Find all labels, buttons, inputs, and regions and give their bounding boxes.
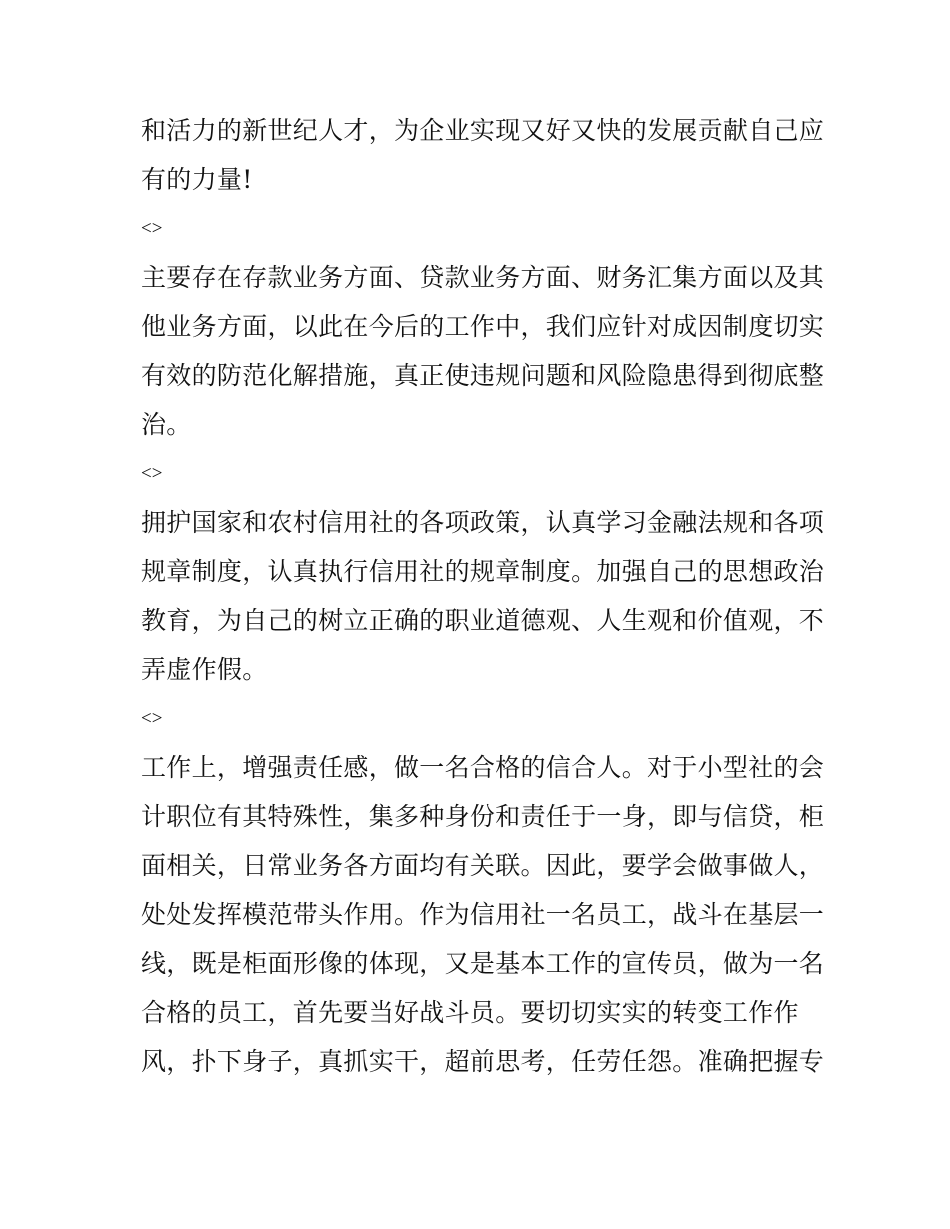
- text-line: 面相关，日常业务各方面均有关联。因此，要学会做事做人，: [141, 851, 825, 880]
- text-line: 合格的员工，首先要当好战斗员。要切切实实的转变工作作: [141, 998, 799, 1027]
- separator-marker: <>: [141, 218, 163, 239]
- text-line: 和活力的新世纪人才，为企业实现又好又快的发展贡献自己应: [141, 116, 825, 145]
- paragraph-2: [141, 253, 825, 449]
- document-body: [141, 106, 825, 1086]
- text-line: 有效的防范化解措施，真正使违规问题和风险隐患得到彻底整: [141, 361, 825, 390]
- separator-marker: <>: [141, 463, 163, 484]
- text-line: 计职位有其特殊性，集多种身份和责任于一身，即与信贷，柜: [141, 802, 825, 831]
- text-line: 工作上，增强责任感，做一名合格的信合人。对于小型社的会: [141, 753, 825, 782]
- paragraph-3: [141, 498, 825, 694]
- text-line: 有的力量!: [141, 165, 253, 194]
- text-line: 治。: [141, 410, 192, 439]
- text-line: 主要存在存款业务方面、贷款业务方面、财务汇集方面以及其: [141, 263, 825, 292]
- separator-marker: <>: [141, 708, 163, 729]
- text-line: 教育，为自己的树立正确的职业道德观、人生观和价值观，不: [141, 606, 825, 635]
- text-line: 拥护国家和农村信用社的各项政策，认真学习金融法规和各项: [141, 508, 825, 537]
- text-line: 规章制度，认真执行信用社的规章制度。加强自己的思想政治: [141, 557, 825, 586]
- paragraph-1: [141, 106, 825, 204]
- text-line: 他业务方面，以此在今后的工作中，我们应针对成因制度切实: [141, 312, 825, 341]
- text-line: 弄虚作假。: [141, 655, 268, 684]
- text-line: 风，扑下身子，真抓实干，超前思考，任劳任怨。准确把握专: [141, 1047, 825, 1076]
- text-line: 线，既是柜面形像的体现，又是基本工作的宣传员，做为一名: [141, 949, 825, 978]
- paragraph-4: [141, 743, 825, 1086]
- text-line: 处处发挥模范带头作用。作为信用社一名员工，战斗在基层一: [141, 900, 825, 929]
